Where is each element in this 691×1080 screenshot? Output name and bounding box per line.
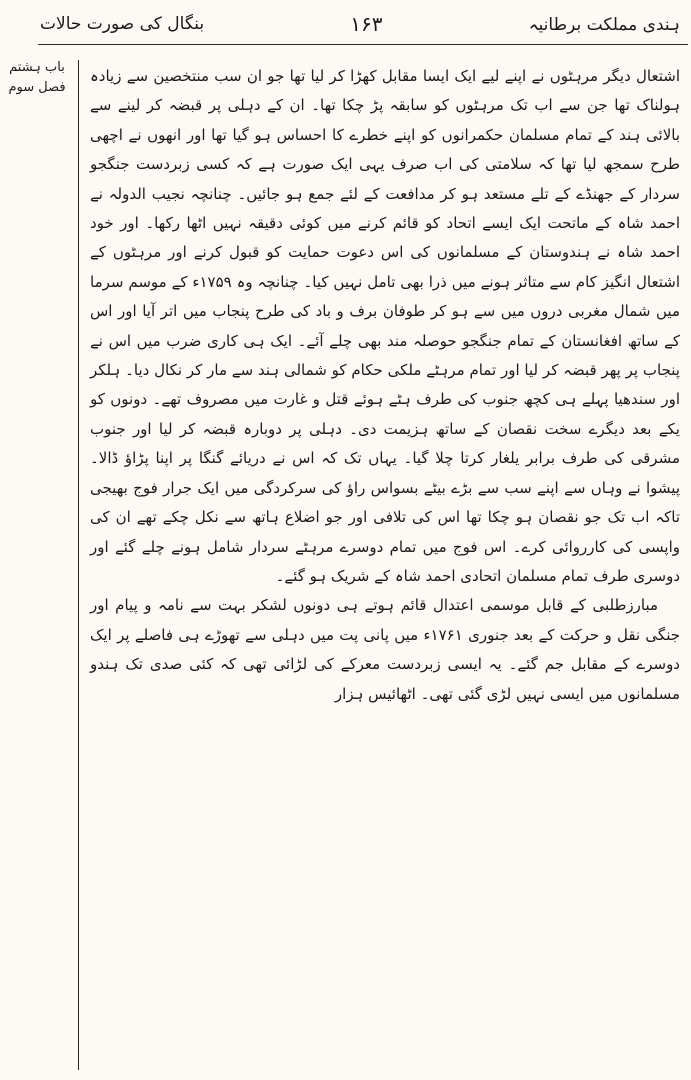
header-chapter-title: بنگال کی صورت حالات (40, 14, 205, 34)
header-book-title: ہندی مملکت برطانیہ (528, 14, 680, 35)
running-header (40, 8, 680, 40)
paragraph-2: مبارزطلبی کے قابل موسمی اعتدال قائم ہوتے ہی دونوں لشکر بہت سے نامہ و پیام اور جنگی نقل و حرکت کے بعد جنوری ۱۷۶۱ء میں پانی پت میں دہلی سے تھوڑے ہی فاصلے پر ایک دوسرے کے مقابل جم گئے۔ یہ ایسی زبردست معرکے کی لڑائی تھی کہ کئی صدی تک ہندو مسلمانوں میں ایسی نہیں لڑی گئی تھی۔ اٹھائیس ہزار (90, 596, 680, 703)
margin-note-section: فصل سوم (8, 80, 66, 95)
margin-note (2, 58, 72, 98)
paragraph-1: اشتعال دیگر مرہٹوں نے اپنے لیے ایک ایسا مقابل کھڑا کر لیا تھا جو ان سب منتخصین سے زیادہ ہولناک تھا جن سے اب تک مرہٹوں کو سابقہ پڑ چکا تھا۔ ان کے دہلی پر قبضہ کر لینے سے بالائی ہند کے تمام مسلمان حکمرانوں کو اپنے خطرے کا احساس ہو گیا تھا اور انھوں نے اچھی طرح سمجھ لیا تھا کہ سلامتی کی اب صرف یہی ایک صورت ہے کہ کسی زبردست جنگجو سردار کے جھنڈے کے تلے مستعد ہو کر مدافعت کے لئے جمع ہو جائیں۔ چنانچہ نجیب الدولہ نے احمد شاہ کے ماتحت ایک ایسے اتحاد کو قائم کرنے میں کوئی دقیقہ نہیں اٹھا رکھا۔ اور خود احمد شاہ نے ہندوستان کے مسلمانوں کی اس دعوت حمایت کو قبول کرنے اور مرہٹوں کے اشتعال انگیز کام سے متاثر ہونے میں ذرا بھی تامل نہیں کیا۔ چنانچہ وہ ۱۷۵۹ء کے موسم سرما میں شمال مغربی دروں میں سے ہو کر طوفان برف و باد کی طرح پنجاب میں اتر آیا اور اس کے ساتھ افغانستان کے تمام جنگجو حوصلہ مند بھی چلے آئے۔ ایک ہی کاری ضرب میں اس نے پنجاب پر پھر قبضہ کر لیا اور تمام مرہٹے ملکی حکام کو شمالی ہند سے مار کر نکال دیا۔ ہلکر اور سندھیا پہلے ہی کچھ جنوب کی طرف ہٹے ہوئے قتل و غارت میں مصروف تھے۔ دونوں کو یکے بعد دیگرے سخت نقصان کے ساتھ ہزیمت دی۔ دہلی پر دوبارہ قبضہ کر لیا اور جنوب مشرقی کی طرف برابر یلغار کرتا چلا گیا۔ یہاں تک کہ اس نے دریائے گنگا پر اپنا پڑاؤ ڈالا۔ پیشوا نے وہاں سے اپنے سب سے بڑے بیٹے بسواس راؤ کی سرکردگی میں ایک جرار فوج بھیجی تاکہ اب تک جو نقصان ہو چکا تھا اس کی تلافی اور جو اضلاع ہاتھ سے نکل چکے تھے ان کی واپسی کی کارروائی کرے۔ اس فوج میں تمام دوسرے مرہٹے سردار شامل ہونے چلے گئے اور دوسری طرف تمام مسلمان اتحادی احمد شاہ کے شریک ہو گئے۔ (90, 67, 680, 585)
header-divider (38, 44, 688, 45)
body-text (90, 62, 680, 709)
page-number: ۱۶۳ (350, 12, 383, 36)
margin-note-chapter: باب ہشتم (9, 60, 65, 75)
